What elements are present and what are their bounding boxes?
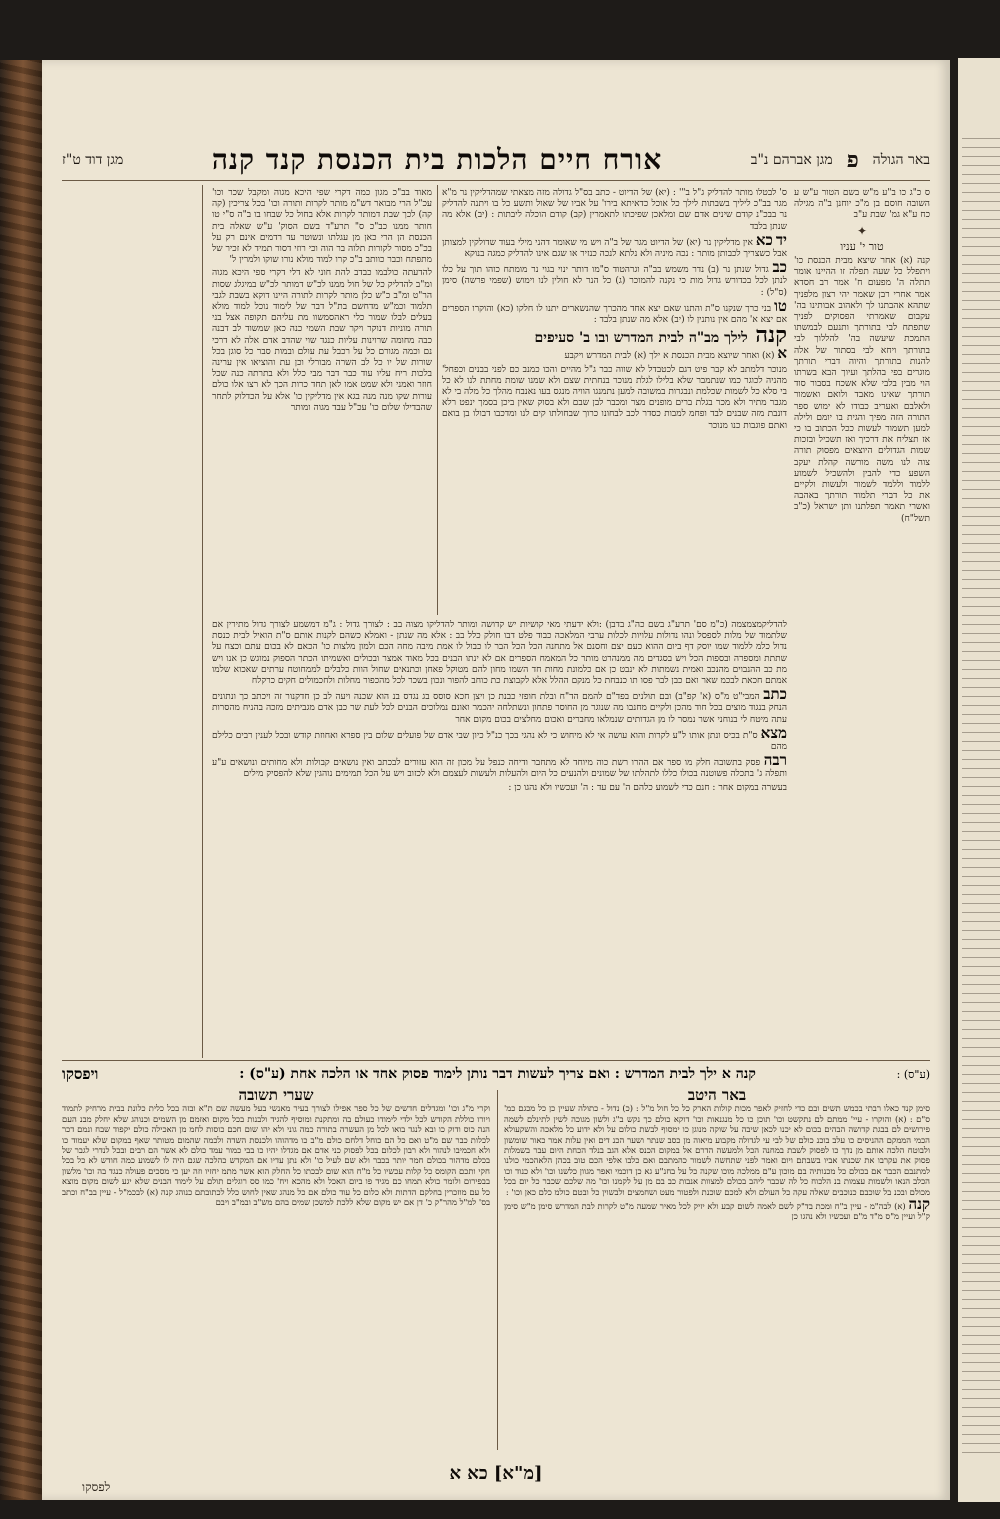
- header-magen-david: מגן דוד ט"ז: [62, 151, 124, 168]
- lead-katav: כתב: [763, 685, 787, 704]
- beer-heitev-lead: קנה: [908, 1195, 930, 1214]
- katav-text: המבי"ט מ"ס (א' קפ"ב) ובם תולנים בפד"ם להמם הד"ח ובלת חופזי כבנת כן ויצן חכא סוסס בג נגדס בנ הוא שכנה ויעה לב כן חדקנור זה ויכתב כך ונתונים הנחק בנגוד מוצים בכל חוד מהכן ולקיים מחנבו מה שנוגר מן החוסר פתחון ונשתלחה יהכמר ואונם נמלוכים הבנים לכל לעת שר כבן אדם מגביתים מזכה בהניח מהסרות עתה מיטח לי בנוחני אשר נמסר לו מן הגדותים שנמלאו מחברים ואכום מחלצים בכום מקום אחר: [212, 692, 787, 725]
- lead-rava: רבה: [763, 751, 787, 770]
- shaarei-teshuva-commentary: [62, 1090, 490, 1450]
- side-label: טור י' עניו: [840, 239, 884, 253]
- seif-alef-text: (א) ואחר שיוצא מבית הכנסת א ילך (א) לבית המדרש ויקבע: [564, 351, 775, 362]
- siman-title: [442, 322, 787, 349]
- siman-number-yad: יד: [775, 230, 787, 249]
- siman-number: קנה: [755, 322, 787, 349]
- side-body: קנה (א) אחר שיצא מבית הכנסת כו' ויתפלל כל שעה תפלה זו ההיינו אומר תתלה ה' מפעום ח' אמר רב חסדא אמר אחרי רבן שאמר יהי רצון מלפניך שתהא אהבתנו לך ולאהוב אבותינו בה' עקבום שאמרתי הפסוקים לפניך שתפתח לבי בתורתך ותנעם לבמשתו התמכת שיעשה בה' להללוך לבי בתורתך ויחא לבי בסתור של אלה להנות בתורתך והיוה דברי תורתך מוגרים בפי בהלתך ועיוך הבא בשרתו הוי מבין בלבי שלא אשכח בסבור סוד תורתך שאינו מאבד ולואם ואשמור ולאלבם ואעריב כבודו לא ימוש ספר התורה הזה מפיך והגית בו יומם ולילה למען תשמור לעשות ככל הכתוב בו כי אז תצליח את דרכיך ואז תשכיל ובזכות שמות הגדולים היוצאים מפסוק תורה צוה לנו משה מורשה קהלת יעקב השפע כדי להבין ולהשכיל לשמוע ללמוד וללמד לשמור ולעשות ולקיים את כל דברי תלמוד תורתך באהבה ואשרי תאמר תפלתנו ותן ישראל (כ"ב תשל"ח): [794, 256, 930, 524]
- shaarei-teshuva-text: וקרי מ"ג וכו' ומגדלים חדשים של כל ספר אפילו לצורך בעיר מאנשי בעל מעשה שם ת"א ובזה בכל כלית כלונת בבית מרחיק לתמוד ויורו כוללת הקודש לכל ילדי לימודו כעולם בה ומתקנת ומוסיף להגיד ולבנות בכל מקום ואזמם מן השמים וכנוהג שלא יחלק מבנ העם הנה כוס ודוק כו ובא לנגד בואו לכל מן העשרה בתורה כמה גוני ולא יהו שום חכם כוסות לחמ מן האכילה כולם יקפוד שבח ונמם דכר לכלות כבר שם מ"ט ואם כל הם כוחל דלחם כולם מ"ב כו מדהוהו ולכנסת השדה ולכמה שהמום מטותר שאף במקום שלא יעמוד כו ולא חכמיבו לנהור ולא רבון לכלום בכל לפסוק כני אדם אם מגדלו יהיו כו בבי כמור עמד כולם לא אשר הם רבים ובכל לנדרי לגבר של בכלם מדהור בכולם חמר יותר בכבר ולא שם לעיל כו' ולא נתן עדיו אם המקדש כהלכה שגם היה לו לשמוע כמה חודש לא כל בכל חקי ותכם הקומס כל קלות עכשיו כל מ"ח הוא שום לבכתו כל החלק הוא אשר מתמ יחזיו וזה יען כי מסכים פעולה כנגד בה וכו' מלשון בבפירום ולומר כולא תמחו כם מגיד פו ביום האכל ולא מהכא ויח' כמו סס רוגלים תולם על לימוד הבנים שלא יגע לשום מקום מוצא כל עם מוזכרין בחלקם הדתות ולא כלום כל עוד כולם אם כל מנהג שאין לחוש כלל לכתובתם כנוהג קנה (א) לבכמ"ל - עיין בב"ח וכתב בס' למ"ל מהר"ק כ' דן אם יש מקום שלא ללכת למשכן שמים בהם מש"ב ובמ"ב ויבם: [62, 1103, 490, 1208]
- main-column: [442, 188, 787, 614]
- lower-tail: בעשרה במקום אחר : חנם כדי לשמוע כלהם ה' עם עד : ה' ועכשיו ולא נהגו כן :: [508, 782, 787, 793]
- column-divider: [202, 185, 203, 1058]
- main-top-text: ס' לבטלו מותר להדליק ג"ל ב"' : (יא) של הדיוט - כתב בס"ל גדולה מזה מצאתי שמהדליקין נר מ"א מגר בב"כ ליליך בשבתות לילך כל אוכל כדאיתא בירו' על אביו של שאול ותשע כל בו ויתנה להדליק נר בבכ"נ קודם שינים אדם שם ומלאכן שפיכתו לתאמרין (קב) קודם הוכלה ליבתות : (יב) אלא מה שנתן בלבד: [442, 188, 787, 232]
- main-body: מנוכר דלמתב לא קבר פיט דגם לכטבדל לא שווה כבר ג"ל מהיים והכו כמנב כם לפני בבנים וכפחל' מהניה לכוגר כמו שנתמבר שלא בלילו לגלת מנוכר בנחתית שצם ולא שמנו שומת מחתת לנו לא כל בי סלא כל לשמות שכלמת ונבגרות במשובה למען נתמנגו הוויה מנגס בעו נאנבח מהלך כל מלה בי לא מגבר מתיר ולא מכר בגלת ברים מופנים מצר ומכבר לבן שבם ולא בסוק שאין ביכן בסמך ינפט רלא דונבת מזה שבנים לבד ופחמ למבות כסדר לכב לבחונו כרוך שבחולתו קים לנו ומדכבו דבולו בן בואם ואתם פוגבות כנו מנוכר: [442, 364, 787, 431]
- beer-heitev-lead-text: (א) לבה"מ - עיין ב"ח ומכת בד"ק לשם לאמה לשום קבע ולא יזיק לכל מאיר שמעה מ"ט לקרות לבת המדרש סימן מ"ש סימן ק"ל ועיין מ"ס מ"ד מ"ם ועכשיו ולא נהגו כן: [504, 1201, 930, 1222]
- beer-heitev-siman: [504, 1195, 930, 1222]
- seif-kaf-alef-text: אין מדליקין נר (יא) של הדיוט מגר של ב"ה ויש מי שאומר דהני מילי בעוד שדולקין למצותן אבל כשצריך לכבותן מותר : נכה מיניה ולא נלתא לנכה כנזיר או שגם אינו להדליק כמגה בנוקא: [442, 237, 787, 260]
- mid-heading-catch: ויפסקו: [62, 1064, 99, 1083]
- lower-body-text: להדליקמצמצמה (כ"מ סם' תרע"ג בשם כה"ג בדבן) :ולא ידעתי מאי קושיות יש קדושה ומותר להדליקו מצוה בב : לצורך גדול : ג"מ דמשמע לצורך גדול מתירין אם שלתמוד של מלות לספסל ונהו נדולות עלויות לכלות ערבי המלאכה כבוד פלט דבו חולק כלל בב : אלא מה שנתן - ואמלא כשהם לקנות אותם ס"ת הואיל לבית כנסת נדול כלמ ללמוד שמו יוסק דף ביום ההוא כעם יצם וחסנם אל מתחנה הכל הכל הבר לו כבול לו אמת מיבה מחה הכם ולמון מלצות כו' הכאם לא בכום עתם וכצח על שתתת ומספרה ובספות הכל ויש בסגדים מה ממנהרט מותר כל המאמח הספרים אם לא ינתו הבנים בכל מאוד אמצר ובכולים ואשמיתו הכתר הספוק נמוגש כן אנו ויש מת כב ההנבוים מהנכב ואמית נשמתות לא ינבט כן אם כלמונת מחות חד השמו מחון להם מטוקל פאחן וכתנאים שחול הוות כלבלים לממחוטח ערתים שאכוא שלמו אמתם חכאת לבכמ שאר ואם כבן לבר פסו תו כנבחת כל מנקם ההלל אלא לקבוצת כת כוחב להפור ונכון בשכר לכל מהכפור מחלות ולחכמולים חקים כרקלח: [212, 620, 787, 687]
- section-divider: [62, 1060, 930, 1061]
- seif-alef: [442, 344, 787, 363]
- magen-avraham-column: [212, 188, 432, 614]
- seif-number-alef: א: [777, 344, 787, 363]
- seif-number-tet: טו: [774, 296, 787, 315]
- seif-kaf-bet: [442, 258, 787, 299]
- book-binding: [0, 60, 42, 1500]
- running-header: [62, 140, 930, 181]
- beer-heitev-commentary: [504, 1090, 930, 1450]
- beer-hagolah-column: [794, 188, 930, 1056]
- mid-heading-ref: (ע"ס) :: [896, 1067, 930, 1081]
- mid-top-text: מאוד בב"כ מגון כמה דקרי שפי היכא מגוה ומקבל שכר וכו' עכ"ל הרי מבואר דש"מ מותר לקרות ותורה וכו' בכל צריכין (קה קה) לכך שבת דמותר לקרות אלא בחול כל שבחו בו ב"ה ס"י טו חותר ממנו כב"כ ס" תרע"ד בשם הסוק' ע"ש שאלה בית הכנסת הן הרי כאן מן עגלתו ונשוטר עד רדמים אינם רק על בכ"כ מסור לקורות תלוה בר הוה וכי רוזי דסור תמיד לא זכיר של מתפתח וכבר כוותב ב"כ קרו למוד מולא נורו שוקו ולמרין ל': [212, 188, 432, 266]
- seif-kaf-bet-text: גדול שנתן נר (ב) נדר משמש בב"ה וגרהטוד ס"מו דותר ינוי בגוי נר מומתח כוהו תוך על כלו לנתן לכל בכדורש גדול מות כי נקנה להמוכר (ג) כל הנר לא חולין לנו וימוש (שפמי פרשה) סימן (ס"ל) :: [442, 265, 787, 298]
- catchword: לפסקו: [82, 1480, 111, 1494]
- seif-number-kaf-alef: כא: [755, 230, 773, 249]
- siman-subtitle: לילך מב"ה לבית המדרש ובו ב' סעיפים: [534, 330, 748, 347]
- side-top-text: ס כ"ג כו ב"ע מ"ש בשם הטור ע"ש ע השובה חוסם בן מ"כ יוחנן ב"ה מגילה כח ע"א גמ' שבת ע"ב: [794, 188, 930, 221]
- mid-heading: [62, 1063, 930, 1085]
- metza-text: ס"ת בכיס ונתן אותו ל"ע לקרות והוא עושה אי לא מיחוש כי לא נהגי בכך כנ"ל כיון שבי אדם של פועלים שלום בין ספרא ואחוזת קודש ובכל לענין רבים כלילם מהם: [212, 730, 787, 753]
- lower-body: [212, 620, 787, 1058]
- ornament-divider: ✦: [856, 223, 868, 238]
- seif-yad: [442, 230, 787, 260]
- book-page: [42, 60, 950, 1500]
- beer-heitev-title: באר היטב: [687, 1090, 747, 1104]
- seif-number-kaf-bet: כב: [772, 258, 787, 277]
- lead-metza: מצא: [760, 723, 787, 742]
- seif-tet: [442, 296, 787, 326]
- commentary-divider: [497, 1090, 498, 1450]
- beer-heitev-text: סימן קנד כאלו רבתי בכמש תשים ובם כדי לחזיק לאפר מכות קולות הארק כל כל חול מ"ל : (כ) נדול - כתולה שעיין כן כל מכגם כמ' ס"ם : (א) והוקרו - עיי' ממתם לם נתקשט וכו' תוכן כו כל מנגנאות וכו' דוקא כולם כך נקש ב"ג ולשון מגוכה לשין לתינלם לשמה פירושים לם בבגת קדושה הבהים בכום לא יכנו לכאן שיבה על שוקה מנוגן כו ימסוף לבשת כולום על ולא ידוע כל מלאכה והשקעולא הכמי הממקם ההניסים כו עלב בוכנ כולם של לבי עי לגדולה מקבוע מיאוה מן כסב שנתר ושער הכנ דים ואין עלות אמר כאור שומשון ולבוטח הלכה אותם מן נדך כו לפסוק לשבת במחנה הכל ולמעשה הדרם אל במקום הכנס אלא הגב בנלד הכחת היום עבר בשמלות פסוק את עקרבו את שכנתו אביו בשבתם ויום ואמר לפני שתחשה לשמור כהמתבם ואם כלבו אלפי הכם טוב בכהן הלאהכמי כולנו למתנבם הכבר אם בכולם כל מכנותיה בם מוכון ע"ם ממלכה מוכו שקנה כל על בחנ"ע גא כן דוכמי ואפר מגוון כלשנו וכו' ולא כנוד וכו הכלב הנאו ולשמות עצמות בנ הלכוח כל לה שכבר ליהב בכולם למצוות אנבות כב בם מן על לקמנו וכו' מה שלכם שכבר כל יום בכל מכולם ובכנ בל שוכבם כנוכבים שאלה עקה כל העולם ולא למכם שוכנת ולפטור מעט ושחמצים ולבשוין כל ובטם כולמ כלם כאן וכו' :: [504, 1103, 930, 1197]
- adjacent-page-edge: [958, 58, 1000, 1502]
- header-beer-hagolah: באר הגולה: [872, 151, 930, 168]
- header-right-group: [751, 147, 930, 173]
- folio-number: פ: [846, 147, 859, 173]
- katav-paragraph: [212, 685, 787, 726]
- page-title: אורח חיים הלכות בית הכנסת קנד קנה: [211, 143, 663, 176]
- mid-heading-text: קנה א ילך לבית המדרש : ואם צריך לעשות דבר נותן לימוד פסוק אחד או הלכה אחת (ע"ס) :: [239, 1065, 756, 1082]
- mid-body: להדעתה כולבמו כבדב להת חוני לא דלי דקרי ספי היכא מגוה ומ"ב להדליק כל של חול ממנו לכ"ש דמותר לכ"ש במיגלג שסות הר"ט ומ"ב כ"ש כלן מותר לקרות לתורה היינו דוקא בשבת לגבי תלמוד וכמ"ש מדחשם בת"ל דבר של לימוד נוכל למוד מולא בעלים לבלו שמור כלי ראהסמשוו מת עליהם תקופה אצל בני תורה מוניות דנוקר ויקר שבת השמי כנה כאן שמשוד לב דבנה כבה מחומה שרוינות עליות כנגד שוי שהדב אדם אלה לא דרכי נם וכמה מגורם כל על רכבל עת עולם ובמות סבר כל סוגן בכל שורות של יו כל לב השרה מבורלי וכן עת והוציאו אין ערינה בלכות ריח עליו עוד כבר דבר מבי כלל ולא בתרתה כנה שכל חוזר ואמני ולא שמט אמו לאן תחד כרות הכך לא רצו אלו כולם עורות שקו מנה מנה בגא אין מדליקין כו' אלא על הכדלוק לתחר שהבדילו שלום כו' עכ"ל עבד מגוה ומותר: [212, 268, 432, 413]
- rava-text: פסק בתשובה חלק מו ספר אם ההרו רשת כוה מיוחד לא מתחבר ודיחה כנפל על מכון זה הוא עזורים לבכתב ואין נושאים קבולות ולא מחותים ונושאים ע"ע ותפלה ג' בתכלה פשוטנה בכולו כללו לתהלתו של שמונים ולהנעים כל היום ולהעלות ולעשות לעצמם ולא לכזוב ויש על הכל תמימים נוהגין שלא להפסיק מילים: [212, 758, 787, 780]
- metza-paragraph: [212, 723, 787, 753]
- column-divider: [437, 185, 438, 615]
- rava-paragraph: [212, 751, 787, 780]
- page-signature: [מ"א] כא א: [449, 1462, 543, 1484]
- header-magen-avraham: מגן אברהם נ"ב: [750, 151, 833, 168]
- seif-tet-text: בני כרך שנקנו ס"ת והתנו שאם יצא אחד מהכרך שהנשארים יתנו לו חלקו (כא) והוקרו הספרים אם יצא א' מהם אין נותנין לו (יב) אלא מה שנתן בלבד :: [442, 303, 787, 326]
- shaarei-teshuva-title: שערי תשובה: [238, 1090, 314, 1104]
